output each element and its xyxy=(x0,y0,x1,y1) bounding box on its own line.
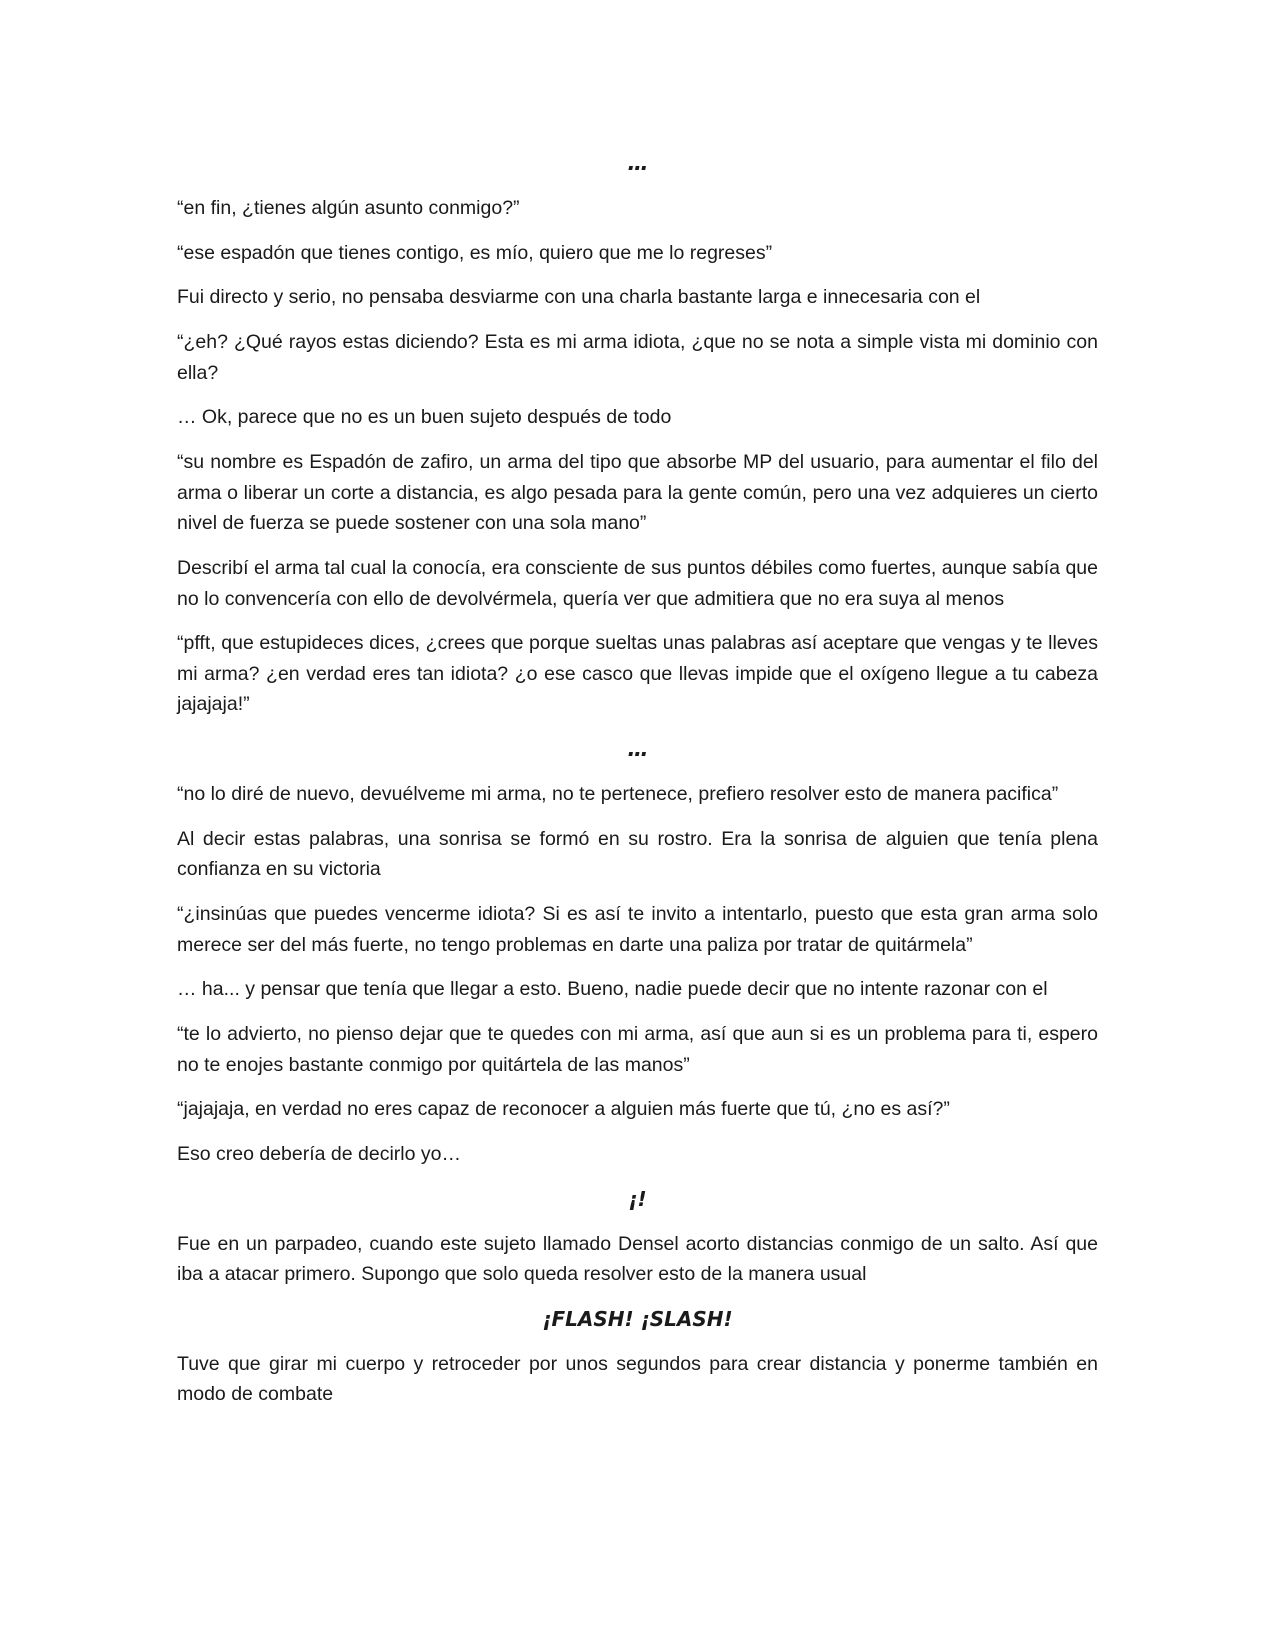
narration-paragraph: Describí el arma tal cual la conocía, era consciente de sus puntos débiles como fuertes, aunque sabía que no lo convencería con ello de devolvérmela, quería ver que admitiera que no era suya al menos xyxy=(177,557,1098,610)
sound-effect: ¡! xyxy=(628,1187,647,1212)
sound-effect: ¡FLASH! ¡SLASH! xyxy=(542,1307,733,1332)
dialogue-paragraph: “pfft, que estupideces dices, ¿crees que porque sueltas unas palabras así aceptare que vengas y te lleves mi arma? ¿en verdad eres tan idiota? ¿o ese casco que llevas impide que el oxígeno llegue a tu cabeza jajajaja!” xyxy=(177,632,1098,716)
narration-paragraph: … Ok, parece que no es un buen sujeto después de todo xyxy=(177,406,672,429)
dialogue-paragraph: “jajajaja, en verdad no eres capaz de reconocer a alguien más fuerte que tú, ¿no es así?” xyxy=(177,1098,950,1121)
dialogue-paragraph: “su nombre es Espadón de zafiro, un arma del tipo que absorbe MP del usuario, para aumentar el filo del arma o liberar un corte a distancia, es algo pesada para la gente común, pero una vez adquieres un cierto nivel de fuerza se puede sostener con una sola mano” xyxy=(177,451,1098,535)
dialogue-paragraph: “no lo diré de nuevo, devuélveme mi arma, no te pertenece, prefiero resolver esto de manera pacifica” xyxy=(177,782,1059,805)
document-page xyxy=(177,148,1098,1424)
scene-separator: … xyxy=(627,151,648,175)
dialogue-paragraph: “ese espadón que tienes contigo, es mío, quiero que me lo regreses” xyxy=(177,241,773,264)
narration-paragraph: Al decir estas palabras, una sonrisa se formó en su rostro. Era la sonrisa de alguien que tenía plena confianza en su victoria xyxy=(177,827,1098,881)
dialogue-paragraph: “¿eh? ¿Qué rayos estas diciendo? Esta es mi arma idiota, ¿que no se nota a simple vista mi dominio con ella? xyxy=(177,331,1098,384)
scene-separator: … xyxy=(627,737,648,762)
dialogue-paragraph: “¿insinúas que puedes vencerme idiota? Si es así te invito a intentarlo, puesto que esta gran arma solo merece ser del más fuerte, no tengo problemas en darte una paliza por tratar de quitármela” xyxy=(177,903,1098,956)
dialogue-paragraph: “te lo advierto, no pienso dejar que te quedes con mi arma, así que aun si es un problema para ti, espero no te enojes bastante conmigo por quitártela de las manos” xyxy=(177,1023,1098,1076)
narration-paragraph: Fue en un parpadeo, cuando este sujeto llamado Densel acorto distancias conmigo de un salto. Así que iba a atacar primero. Supongo que solo queda resolver esto de la manera usual xyxy=(177,1232,1098,1286)
narration-paragraph: Tuve que girar mi cuerpo y retroceder por unos segundos para crear distancia y ponerme también en modo de combate xyxy=(177,1352,1098,1406)
narration-paragraph: … ha... y pensar que tenía que llegar a esto. Bueno, nadie puede decir que no intente razonar con el xyxy=(177,978,1048,1001)
narration-paragraph: Eso creo debería de decirlo yo… xyxy=(177,1143,461,1166)
dialogue-paragraph: “en fin, ¿tienes algún asunto conmigo?” xyxy=(177,196,520,219)
narration-paragraph: Fui directo y serio, no pensaba desviarme con una charla bastante larga e innecesaria con el xyxy=(177,286,981,309)
